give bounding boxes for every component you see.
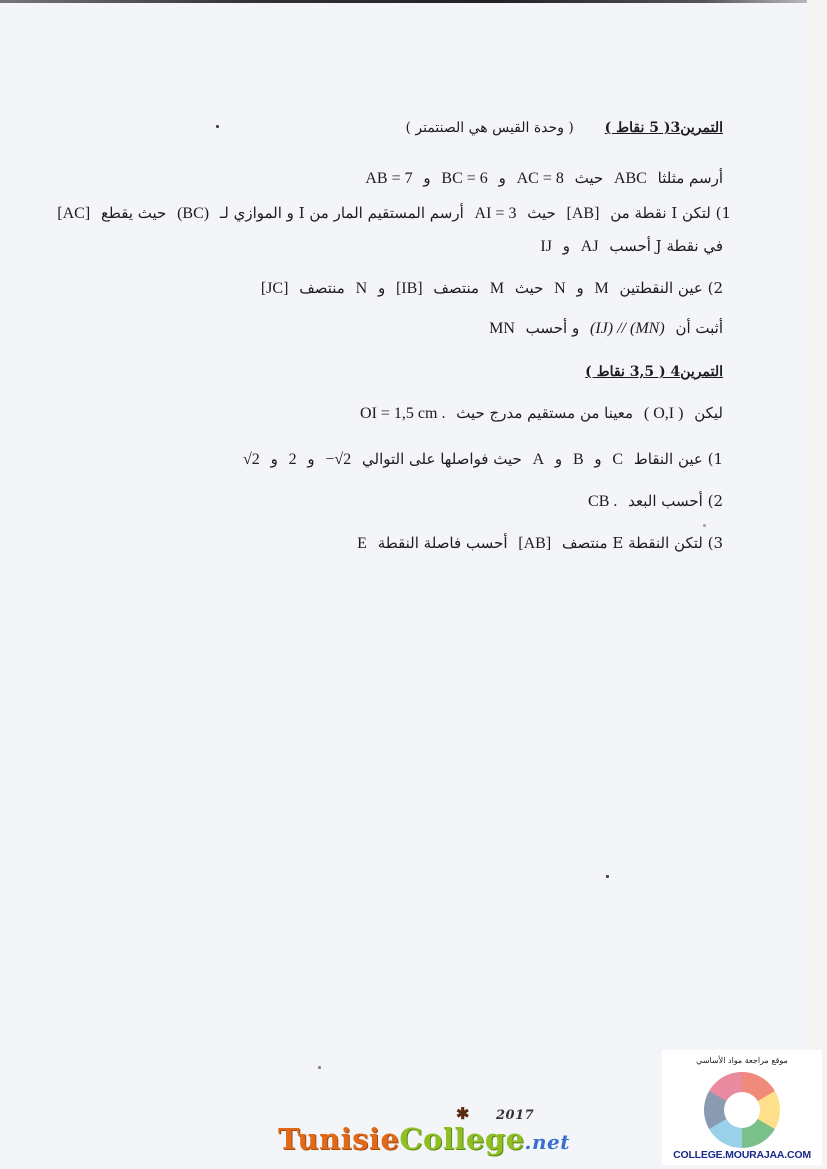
logo-tunisie: Tunisie — [278, 1122, 400, 1156]
mourajaa-url: COLLEGE.MOURAJAA.COM — [673, 1149, 811, 1161]
and-text: و — [307, 450, 315, 468]
midpoint-text: منتصف — [299, 279, 345, 297]
exercise3-q2-line2 — [483, 318, 723, 339]
ab-value: AB = 7 — [365, 170, 413, 187]
bc-value: BC = 6 — [441, 170, 488, 187]
exercise3-q2-line1 — [255, 278, 723, 299]
tunisiecollege-logo — [278, 1104, 571, 1167]
point-c: C — [612, 451, 624, 468]
let-text: ليكن — [694, 404, 723, 422]
point-b: B — [572, 451, 584, 468]
mn-label: MN — [489, 320, 515, 337]
oi-value: OI = 1,5 cm . — [360, 405, 446, 422]
and-text: و — [423, 169, 431, 187]
segment-ac: [AC] — [57, 205, 91, 222]
scan-speck — [703, 524, 706, 527]
exercise3-q1-line1 — [57, 203, 731, 224]
q1-end: حيث يقطع — [100, 204, 167, 222]
point-n: N — [554, 280, 566, 297]
compute-text: و أحسب — [525, 319, 580, 337]
line-bc: (BC) — [177, 205, 210, 222]
and-text: و — [594, 450, 602, 468]
q2-prefix: 2) أحسب البعد — [628, 492, 723, 510]
subjects-ring-icon — [704, 1072, 780, 1148]
logo-college: College — [399, 1122, 525, 1156]
and-text: و — [576, 279, 584, 297]
mourajaa-arc-text: موقع مراجعة مواد الأساسي — [696, 1056, 788, 1065]
value-sqrt2: √2 — [243, 451, 260, 468]
q1-prefix: 1) لتكن I نقطة من — [610, 204, 731, 222]
exercise4-q1 — [237, 449, 723, 470]
exercise3-intro — [359, 168, 723, 189]
segment-ib: [IB] — [395, 280, 423, 297]
exercise4-q2 — [582, 491, 723, 512]
ij-label: IJ — [540, 238, 552, 255]
logo-net: .net — [524, 1130, 571, 1154]
point-a: A — [532, 451, 545, 468]
and-text: و — [377, 279, 386, 297]
q1-line2-prefix: في نقطة J أحسب — [609, 237, 723, 255]
point-n: N — [355, 280, 368, 297]
intro-mid: معينا من مستقيم مدرج حيث — [456, 404, 634, 422]
triangle-abc: ABC — [613, 170, 647, 187]
logo-year: 2017 — [496, 1108, 535, 1123]
aj-label: AJ — [580, 238, 599, 255]
and-text: و — [562, 237, 570, 255]
frame-oi: ( O,I ) — [643, 405, 684, 422]
exercise4-title: التمرين4 ( 3,5 نقاط ) — [585, 364, 723, 380]
where-text: حيث — [574, 169, 604, 187]
and-text: و — [498, 169, 506, 187]
segment-ab: [AB] — [566, 205, 600, 222]
q1-prefix: 1) عين النقاط — [633, 450, 723, 468]
q3-prefix: 3) لتكن النقطة E منتصف — [561, 534, 723, 552]
scan-speck — [216, 125, 219, 128]
parallel-statement: (IJ) // (MN) — [590, 320, 665, 337]
point-m: M — [489, 280, 505, 297]
where-text: حيث — [527, 204, 556, 222]
point-e: E — [357, 535, 367, 552]
segment-jc: [JC] — [260, 280, 289, 297]
scan-speck — [318, 1066, 321, 1069]
mourajaa-logo — [662, 1050, 822, 1165]
exercise3-title: التمرين3( 5 نقاط ) — [604, 120, 723, 136]
scan-speck — [606, 875, 609, 878]
cb-label: CB . — [588, 493, 618, 510]
ai-value: AI = 3 — [474, 205, 517, 222]
where-text: حيث — [514, 279, 544, 297]
value-2: 2 — [288, 451, 297, 468]
q1-mid: أرسم المستقيم المار من I و الموازي لـ — [219, 204, 464, 222]
palm-tree-icon: ✱ — [456, 1104, 470, 1123]
ac-value: AC = 8 — [516, 170, 564, 187]
midpoint-text: منتصف — [433, 279, 480, 297]
exercise4-header — [585, 361, 723, 382]
segment-ab: [AB] — [518, 535, 552, 552]
q2-prefix: 2) عين النقطتين — [619, 279, 723, 297]
q1-mid: حيث فواصلها على التوالي — [362, 450, 522, 468]
exercise4-intro — [354, 403, 723, 424]
exercise4-q3 — [351, 533, 723, 554]
and-text: و — [270, 450, 278, 468]
exercise3-unit-note: ( وحدة القيس هي الصنتمتر ) — [405, 120, 574, 136]
point-m: M — [594, 280, 609, 297]
value-minus-sqrt2: −√2 — [325, 451, 352, 468]
prove-text: أثبت أن — [675, 319, 723, 337]
q3-mid: أحسب فاصلة النقطة — [377, 534, 508, 552]
and-text: و — [554, 450, 563, 468]
exercise3-header — [405, 117, 723, 138]
exercise3-q1-line2 — [534, 236, 723, 257]
intro-text: أرسم مثلثا — [657, 169, 723, 187]
